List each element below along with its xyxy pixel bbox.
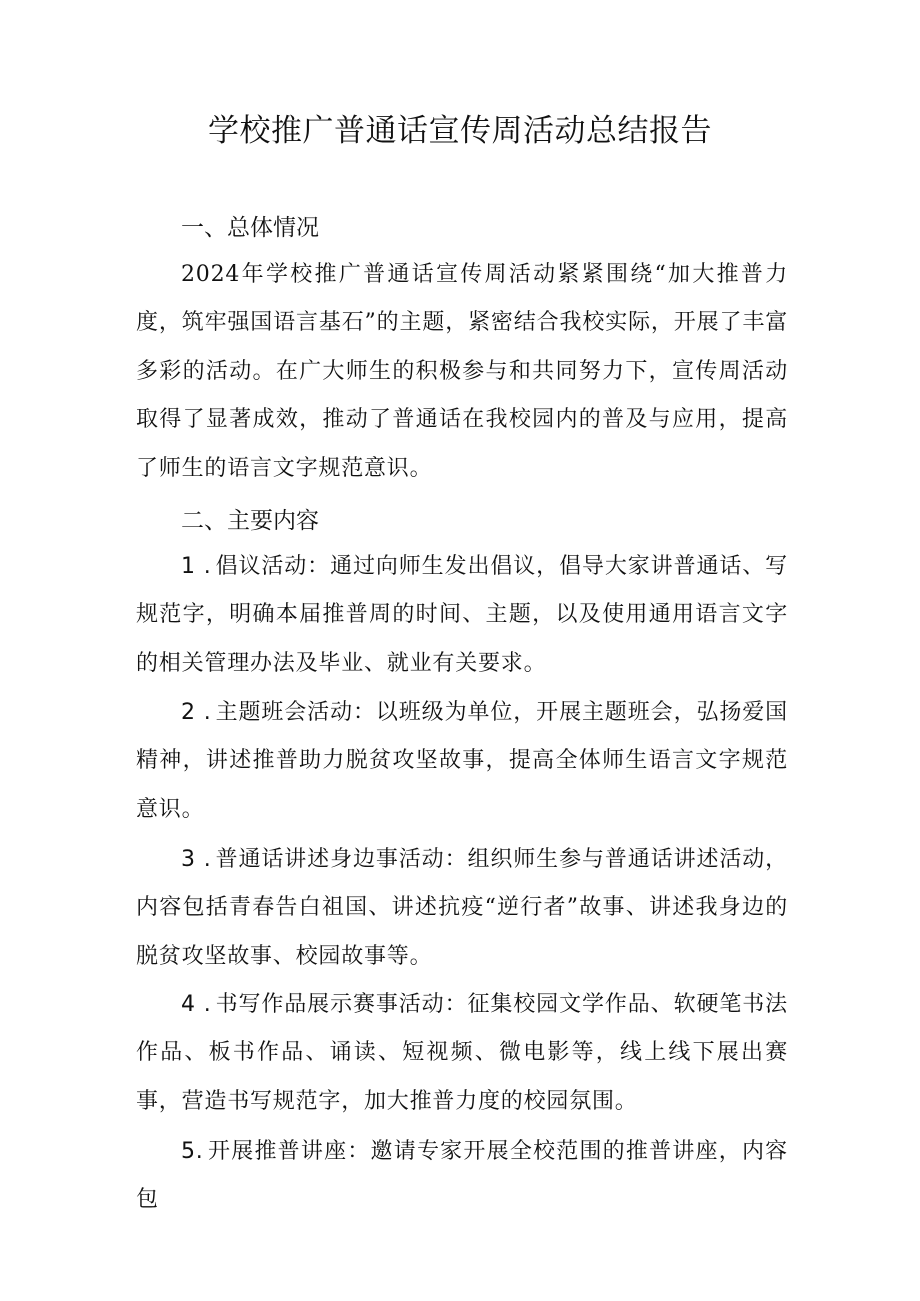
list-item-text: 主题班会活动：以班级为单位，开展主题班会，弘扬爱国精神，讲述推普助力脱贫攻坚故事，提高全体师生语言文字规范意识。 — [136, 700, 788, 822]
section-heading-main-content: 二、主要内容 — [181, 508, 319, 534]
section-heading-overview: 一、总体情况 — [181, 215, 319, 241]
list-item-number: 4 . — [181, 992, 212, 1017]
document-title: 学校推广普通话宣传周活动总结报告 — [208, 113, 712, 149]
list-item-class-meeting — [136, 689, 788, 834]
list-item-number: 3 . — [181, 847, 212, 872]
list-item-writing-contest — [136, 981, 788, 1126]
list-item-text: 普通话讲述身边事活动：组织师生参与普通话讲述活动，内容包括青春告白祖国、讲述抗疫“逆行者”故事、讲述我身边的脱贫攻坚故事、校园故事等。 — [136, 847, 788, 969]
list-item-text: 倡议活动：通过向师生发出倡议，倡导大家讲普通话、写规范字，明确本届推普周的时间、主题，以及使用通用语言文字的相关管理办法及毕业、就业有关要求。 — [136, 554, 788, 676]
list-item-number: 5. — [181, 1139, 204, 1164]
list-item-storytelling — [136, 836, 788, 981]
overview-paragraph: 2024年学校推广普通话宣传周活动紧紧围绕“加大推普力度，筑牢强国语言基石”的主题，紧密结合我校实际，开展了丰富多彩的活动。在广大师生的积极参与和共同努力下，宣传周活动取得了显著成效，推动了普通话在我校园内的普及与应用，提高了师生的语言文字规范意识。 — [136, 262, 788, 481]
list-item-number: 2 . — [181, 700, 212, 725]
list-item-text: 开展推普讲座：邀请专家开展全校范围的推普讲座，内容包 — [136, 1139, 788, 1213]
list-item-text: 书写作品展示赛事活动：征集校园文学作品、软硬笔书法作品、板书作品、诵读、短视频、微电影等，线上线下展出赛事，营造书写规范字，加大推普力度的校园氛围。 — [136, 992, 788, 1114]
list-item-lecture — [136, 1128, 788, 1225]
list-item-proposal-activity — [136, 543, 788, 688]
list-item-number: 1 . — [181, 554, 212, 579]
